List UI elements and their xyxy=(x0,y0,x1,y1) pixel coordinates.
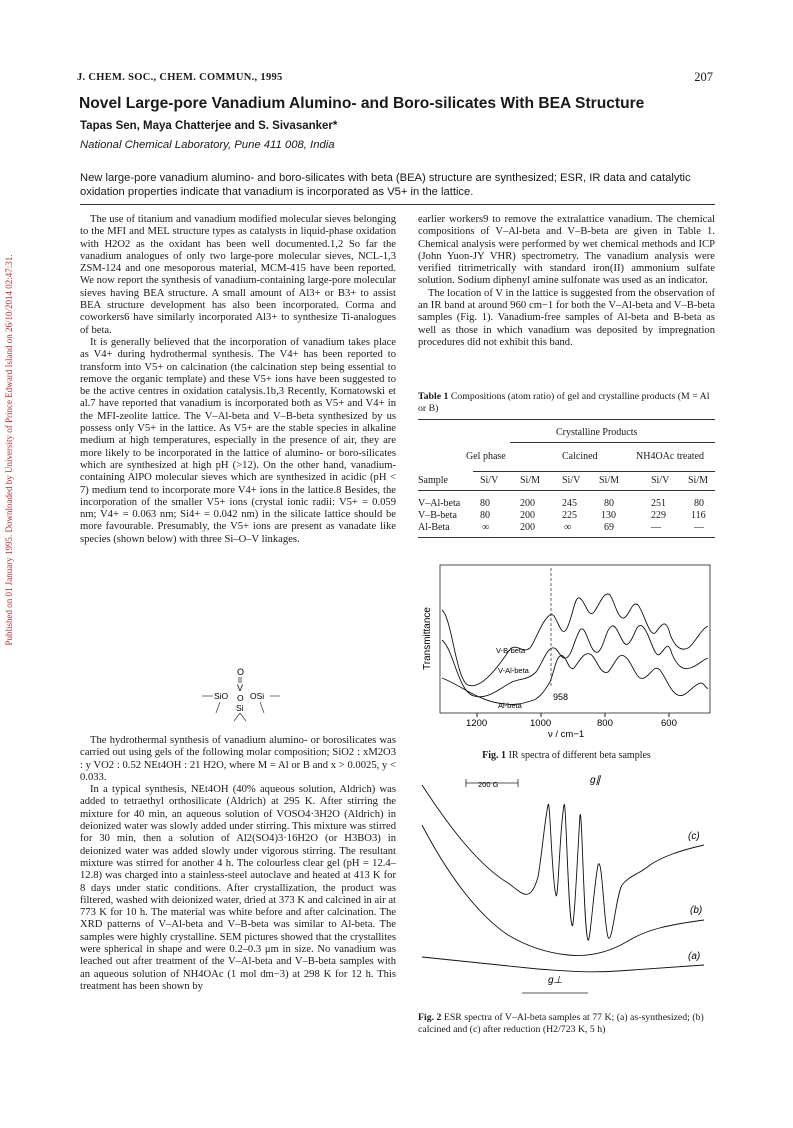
ir-trace-v-al-beta xyxy=(442,625,708,696)
table-caption-text: Compositions (atom ratio) of gel and crystalline products (M = Al or B) xyxy=(418,391,710,414)
fig1-marker: 958 xyxy=(553,692,569,702)
left-column xyxy=(80,214,396,546)
ir-spectra-figure xyxy=(418,560,718,740)
table-cell: ∞ xyxy=(564,522,572,533)
page-number: 207 xyxy=(694,70,713,84)
fig2-label-c: (c) xyxy=(688,831,700,842)
table-rule xyxy=(473,471,715,472)
xtick-label: 1200 xyxy=(466,718,488,729)
chem-right: OSi xyxy=(250,691,265,701)
ir-trace-v-b-beta xyxy=(442,594,708,686)
fig2-label-a: (a) xyxy=(688,951,701,962)
fig1-series-label: V-Al-beta xyxy=(498,666,529,675)
table-cell: — xyxy=(651,522,661,533)
table-rule xyxy=(418,537,715,538)
esr-trace-a xyxy=(422,957,704,972)
col-header: Si/V xyxy=(651,475,670,486)
col-header: Si/V xyxy=(480,475,499,486)
col-sample: Sample xyxy=(418,475,448,486)
journal-header: J. CHEM. SOC., CHEM. COMMUN., 1995 xyxy=(77,72,283,83)
table-cell: 80 xyxy=(480,498,490,509)
table-caption xyxy=(418,391,715,414)
header-calcined: Calcined xyxy=(562,451,598,462)
fig1-xticks xyxy=(466,713,677,729)
table-cell: 251 xyxy=(651,498,666,509)
chem-si: Si xyxy=(236,703,244,713)
article-title: Novel Large-pore Vanadium Alumino- and Boro-silicates With BEA Structure xyxy=(79,95,645,112)
sidebar-text[interactable]: Published on 01 January 1995. Downloaded by University of Prince Edward Island on 26/10/2014 02:47:31. xyxy=(4,254,14,646)
chem-left: SiO xyxy=(214,691,229,701)
fig2-gperp: g⊥ xyxy=(548,975,563,986)
chem-center: O xyxy=(237,693,244,703)
table-cell: 69 xyxy=(604,522,614,533)
esr-trace-c xyxy=(422,785,704,940)
fig2-label: Fig. 2 xyxy=(418,1012,442,1023)
xtick-label: 600 xyxy=(661,718,677,729)
table-rule xyxy=(510,442,715,443)
esr-spectra-figure xyxy=(418,765,718,1005)
table-rule xyxy=(418,490,715,491)
esr-trace-b xyxy=(422,825,704,955)
table-cell: V–Al-beta xyxy=(418,498,461,509)
table-cell: 80 xyxy=(604,498,614,509)
paragraph: The hydrothermal synthesis of vanadium alumino- or borosilicates was carried out using gels of the following molar composition; SiO2 : xM2O3 : y VO2 : 0.52 NEt4OH : 21 H2O, where M = Al or B and x > 0.0025, y < 0.033. xyxy=(80,735,396,783)
fig2-caption xyxy=(418,1012,718,1035)
chem-v: V xyxy=(237,683,244,693)
header-gel: Gel phase xyxy=(466,451,506,462)
fig1-series-label: V-B-beta xyxy=(496,646,526,655)
table-cell: Al-Beta xyxy=(418,522,450,533)
left-column-lower xyxy=(80,735,396,993)
xtick-label: 1000 xyxy=(530,718,552,729)
fig1-caption xyxy=(418,750,715,761)
table-cell: 200 xyxy=(520,522,535,533)
fig1-series-label: Al-beta xyxy=(498,701,522,710)
fig1-caption-text: IR spectra of different beta samples xyxy=(508,750,651,761)
paragraph: earlier workers9 to remove the extralattice vanadium. The chemical compositions of V–Al-beta and V–B-beta are given in Table 1. Chemical analysis were performed by wet chemical methods and ICP (John Yuon-JY VHR) spectrometry. The vanadium analysis were verified titrimetrically with standard iron(II) ammonium sulfate solution. Sodium diphenyl amine sulfonate was used as an indicator. xyxy=(418,214,715,287)
fig1-xlabel: ν / cm−1 xyxy=(548,729,585,740)
authors: Tapas Sen, Maya Chatterjee and S. Sivasanker* xyxy=(80,120,338,132)
col-header: Si/M xyxy=(520,475,541,486)
paragraph: It is generally believed that the incorporation of vanadium takes place as V4+ during hydrothermal synthesis. The V4+ has been reported to transform into V5+ on calcination (the calcination step being essential to remove the organic template) and these V5+ ions have been suggested to be the active centres in oxidation catalysis.1b,3 Recently, Kornatowski et al.7 have reported that vanadium is incorporated both as V5+ and V4+ in the MFI-zeolite lattice. The V–Al-beta and V–B-beta synthesized by us possess only V5+ in the lattice. As V5+ are the stable species in alkaline medium at high temperatures, especially in the presence of air, they are more likely to be incorporated in the lattice of alumino- or boro-silicates which are synthesized at high pH (>12). On the other hand, vanadium-containing AlPO molecular sieves which are synthesized in acidic (pH < 7) medium tend to incorporate more V4+ ions in the lattice.8 Besides, the incorporation of the smaller V5+ ions (crystal ionic radii: V5+ = 0.059 nm; V4+ = 0.063 nm; Si4+ = 0.042 nm) in the silicate lattice should be more favourable. Presumably, the V5+ ions are present as vanadate like species (shown below) with three Si–O–V linkages. xyxy=(80,336,396,545)
table-cell: — xyxy=(694,522,704,533)
vanadate-structure xyxy=(200,665,290,725)
table-cell: ∞ xyxy=(482,522,490,533)
table-rule xyxy=(418,419,715,420)
abstract: New large-pore vanadium alumino- and boro-silicates with beta (BEA) structure are synthesized; ESR, IR data and catalytic oxidation properties indicate that vanadium is incorporated as V5+ in the lattice. xyxy=(80,172,691,198)
group-header: Crystalline Products xyxy=(556,427,638,438)
table-cell: 200 xyxy=(520,498,535,509)
paragraph: In a typical synthesis, NEt4OH (40% aqueous solution, Aldrich) was added to tetraethyl orthosilicate (Aldrich) at 295 K. After stirring the mixture for 40 min, an aqueous solution of VOSO4·3H2O (Aldrich) in deionized water was slowly added under stirring. This mixture was stirred for 30 min, then a solution of Al2(SO4)3·16H2O (or H3BO3) in deionized water was added slowly under vigorous stirring. The resultant mixture was stirred for another 4 h. The colourless clear gel (pH = 12.4–12.8) was charged into a stainless-steel autoclave and heated at 413 K for 8 days under static conditions. After crystallization, the product was filtered, washed with deionized water, dried at 373 K and calcined in air at 773 K for 10 h. The material was white before and after calcination. The XRD patterns of V–Al-beta and V–B-beta was similar to Al-beta. The samples were highly crystalline. SEM pictures showed that the crystallites were spherical in shape and were 0.2–0.3 μm in size. No vanadium was leached out after treatment of the V–Al-beta and V–B-beta samples with an aqueous solution of NH4OAc (1 mol dm−3) at 298 K for 12 h. This treatment has been shown by xyxy=(80,784,396,992)
table-cell: 225 xyxy=(562,510,577,521)
table-cell: 130 xyxy=(601,510,616,521)
affiliation: National Chemical Laboratory, Pune 411 008, India xyxy=(80,139,335,151)
fig2-scale: 200 G xyxy=(478,780,499,789)
xtick-label: 800 xyxy=(597,718,613,729)
fig2-caption-text: ESR spectra of V–Al-beta samples at 77 K; (a) as-synthesized; (b) calcined and (c) after reduction (H2/723 K, 5 h) xyxy=(418,1012,704,1035)
fig2-gpar: g∥ xyxy=(590,775,601,786)
col-header: Si/M xyxy=(599,475,620,486)
table-cell: V–B-beta xyxy=(418,510,457,521)
download-sidebar[interactable] xyxy=(0,210,20,690)
table-cell: 80 xyxy=(694,498,704,509)
fig1-label: Fig. 1 xyxy=(482,750,507,761)
table-cell: 80 xyxy=(480,510,490,521)
abstract-rule xyxy=(80,204,715,205)
table-label: Table 1 xyxy=(418,391,449,402)
table-cell: 245 xyxy=(562,498,577,509)
col-header: Si/V xyxy=(562,475,581,486)
fig2-label-b: (b) xyxy=(690,905,703,916)
fig1-ylabel: Transmittance xyxy=(422,607,433,670)
paragraph: The location of V in the lattice is suggested from the observation of an IR band at around 960 cm−1 for both the V–Al-beta and V–B-beta samples (Fig. 1). Vanadium-free samples of Al-beta and B-beta as well as those in which vanadium was deposited by impregnation procedures did not exhibit this band. xyxy=(418,287,715,348)
header-nh4oac: NH4OAc treated xyxy=(636,451,705,462)
table-cell: 116 xyxy=(691,510,706,521)
table-cell: 229 xyxy=(651,510,666,521)
col-header: Si/M xyxy=(688,475,709,486)
paragraph: The use of titanium and vanadium modified molecular sieves belonging to the MFI and MEL structure types as catalysts in liquid-phase oxidation with H2O2 as the oxidant has been well documented.1,2 So far the vanadium analogues of only two large-pore molecular sieves, NCL-1,3 ZSM-124 and one mesoporous material, MCM-415 have been reported. We now report the synthesis of vanadium-containing large-pore molecular sieves having BEA structure. A small amount of Al3+ or B3+ to assist BEA structure development has also been incorporated. Corma and coworkers6 have similarly incorporated Al3+ to synthesize Ti-analogues of beta. xyxy=(80,214,396,336)
right-column xyxy=(418,214,715,349)
table-cell: 200 xyxy=(520,510,535,521)
chem-o-top: O xyxy=(237,667,245,677)
